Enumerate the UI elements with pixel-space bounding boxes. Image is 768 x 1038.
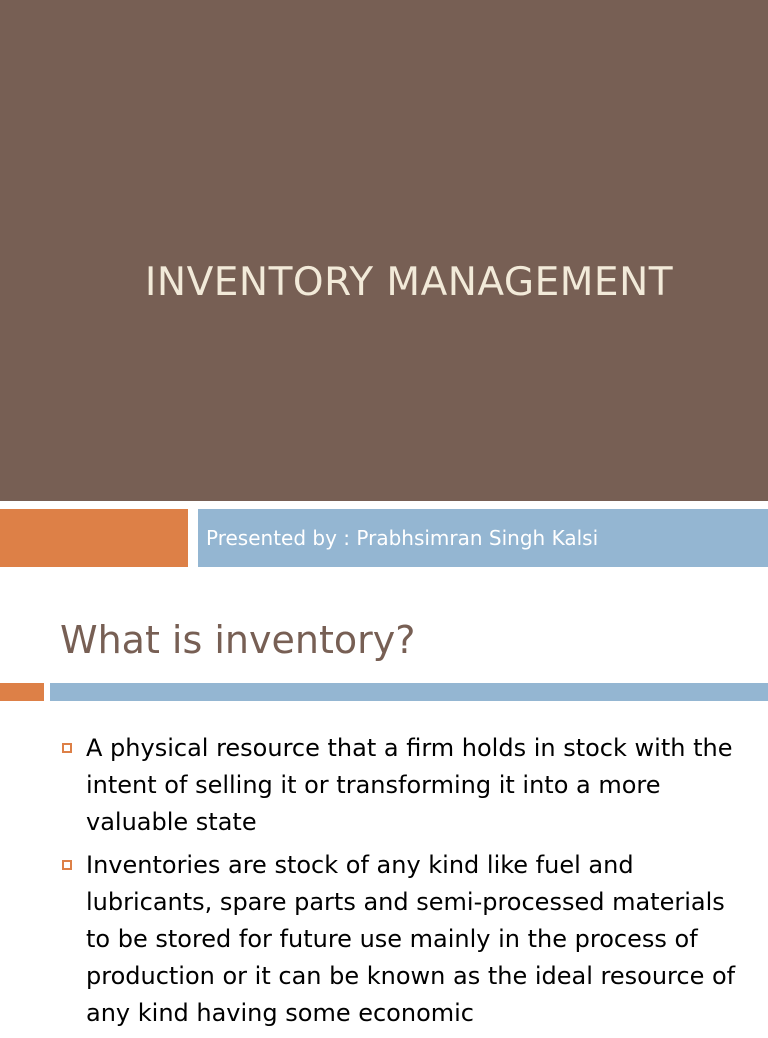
title-panel: [0, 0, 768, 501]
bullet-text: Inventories are stock of any kind like fuel and lubricants, spare parts and semi-processed materials to be stored for future use mainly in the process of production or it can be known as the ideal resource of any kind having some economic: [86, 851, 736, 1027]
content-slide: [0, 576, 768, 1027]
slide-title: INVENTORY MANAGEMENT: [144, 260, 674, 305]
accent-orange-bar: [0, 683, 44, 701]
slide-heading: What is inventory?: [60, 618, 416, 662]
bullet-item: [62, 730, 752, 841]
bullet-list: [62, 730, 752, 1038]
presenter-bar: [198, 509, 768, 567]
bullet-text: A physical resource that a firm holds in stock with the intent of selling it or transforming it into a more valuable state: [86, 734, 733, 836]
hollow-square-icon: [62, 860, 72, 870]
presenter-text: Presented by : Prabhsimran Singh Kalsi: [206, 526, 599, 550]
accent-blue-bar: [50, 683, 768, 701]
accent-orange-block: [0, 509, 188, 567]
hollow-square-icon: [62, 743, 72, 753]
bullet-item: [62, 847, 752, 1032]
